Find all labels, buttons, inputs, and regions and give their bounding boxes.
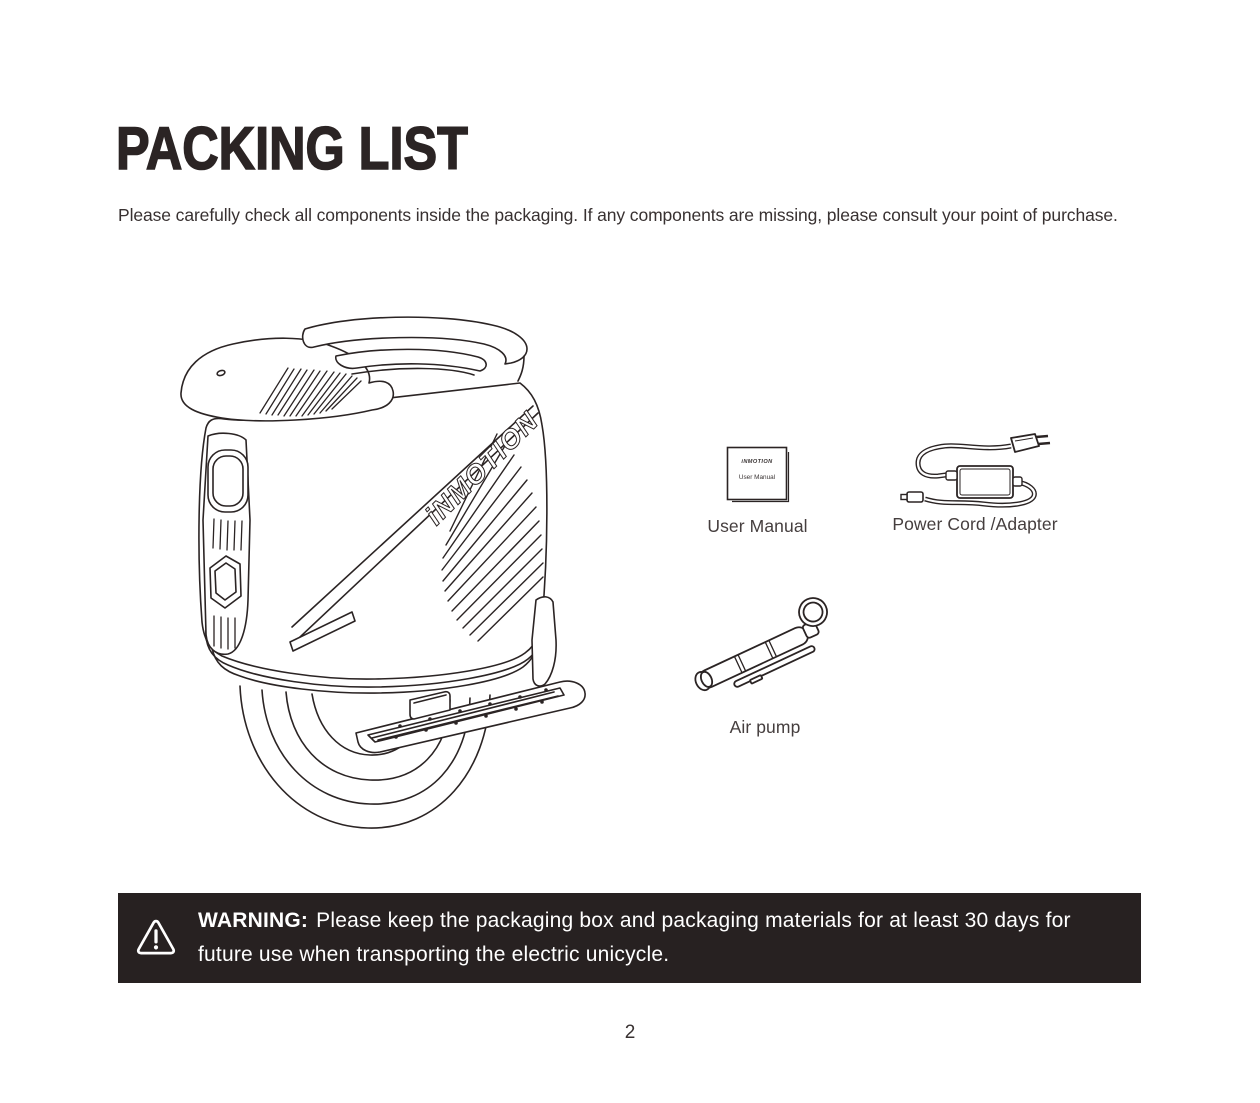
page-number: 2 [624, 1022, 636, 1043]
svg-text:iNMOTION: iNMOTION [740, 459, 773, 465]
user-manual-label: User Manual [707, 516, 808, 536]
power-adapter-label: Power Cord /Adapter [892, 514, 1058, 534]
intro-text: Please carefully check all components inside the packaging. If any components are missing, please consult your point of purchase. [118, 205, 1118, 225]
warning-triangle-icon [134, 916, 178, 960]
headlight [208, 450, 248, 512]
pedal-hanger [532, 597, 556, 686]
item-power-adapter [875, 432, 1075, 535]
unicycle-illustration [120, 300, 620, 840]
power-adapter-icon [899, 432, 1051, 512]
unicycle-body [199, 383, 547, 679]
page-title: PACKING LIST [116, 115, 468, 182]
item-air-pump [665, 596, 865, 738]
air-pump-icon [673, 596, 858, 696]
svg-text:User Manual: User Manual [738, 474, 775, 481]
unicycle-wheel [240, 686, 490, 828]
user-manual-icon [726, 446, 790, 503]
unicycle-front-panel [203, 433, 250, 654]
unicycle-pedal [356, 681, 585, 752]
warning-text: Please keep the packaging box and packaging materials for at least 30 days for future use when transporting the electric unicycle. [198, 909, 1071, 966]
air-pump-label: Air pump [729, 717, 801, 737]
unicycle-brand-text: iNMOTION [419, 405, 545, 531]
warning-label: WARNING: [198, 909, 309, 932]
warning-box [118, 893, 1141, 983]
item-user-manual [690, 446, 825, 537]
